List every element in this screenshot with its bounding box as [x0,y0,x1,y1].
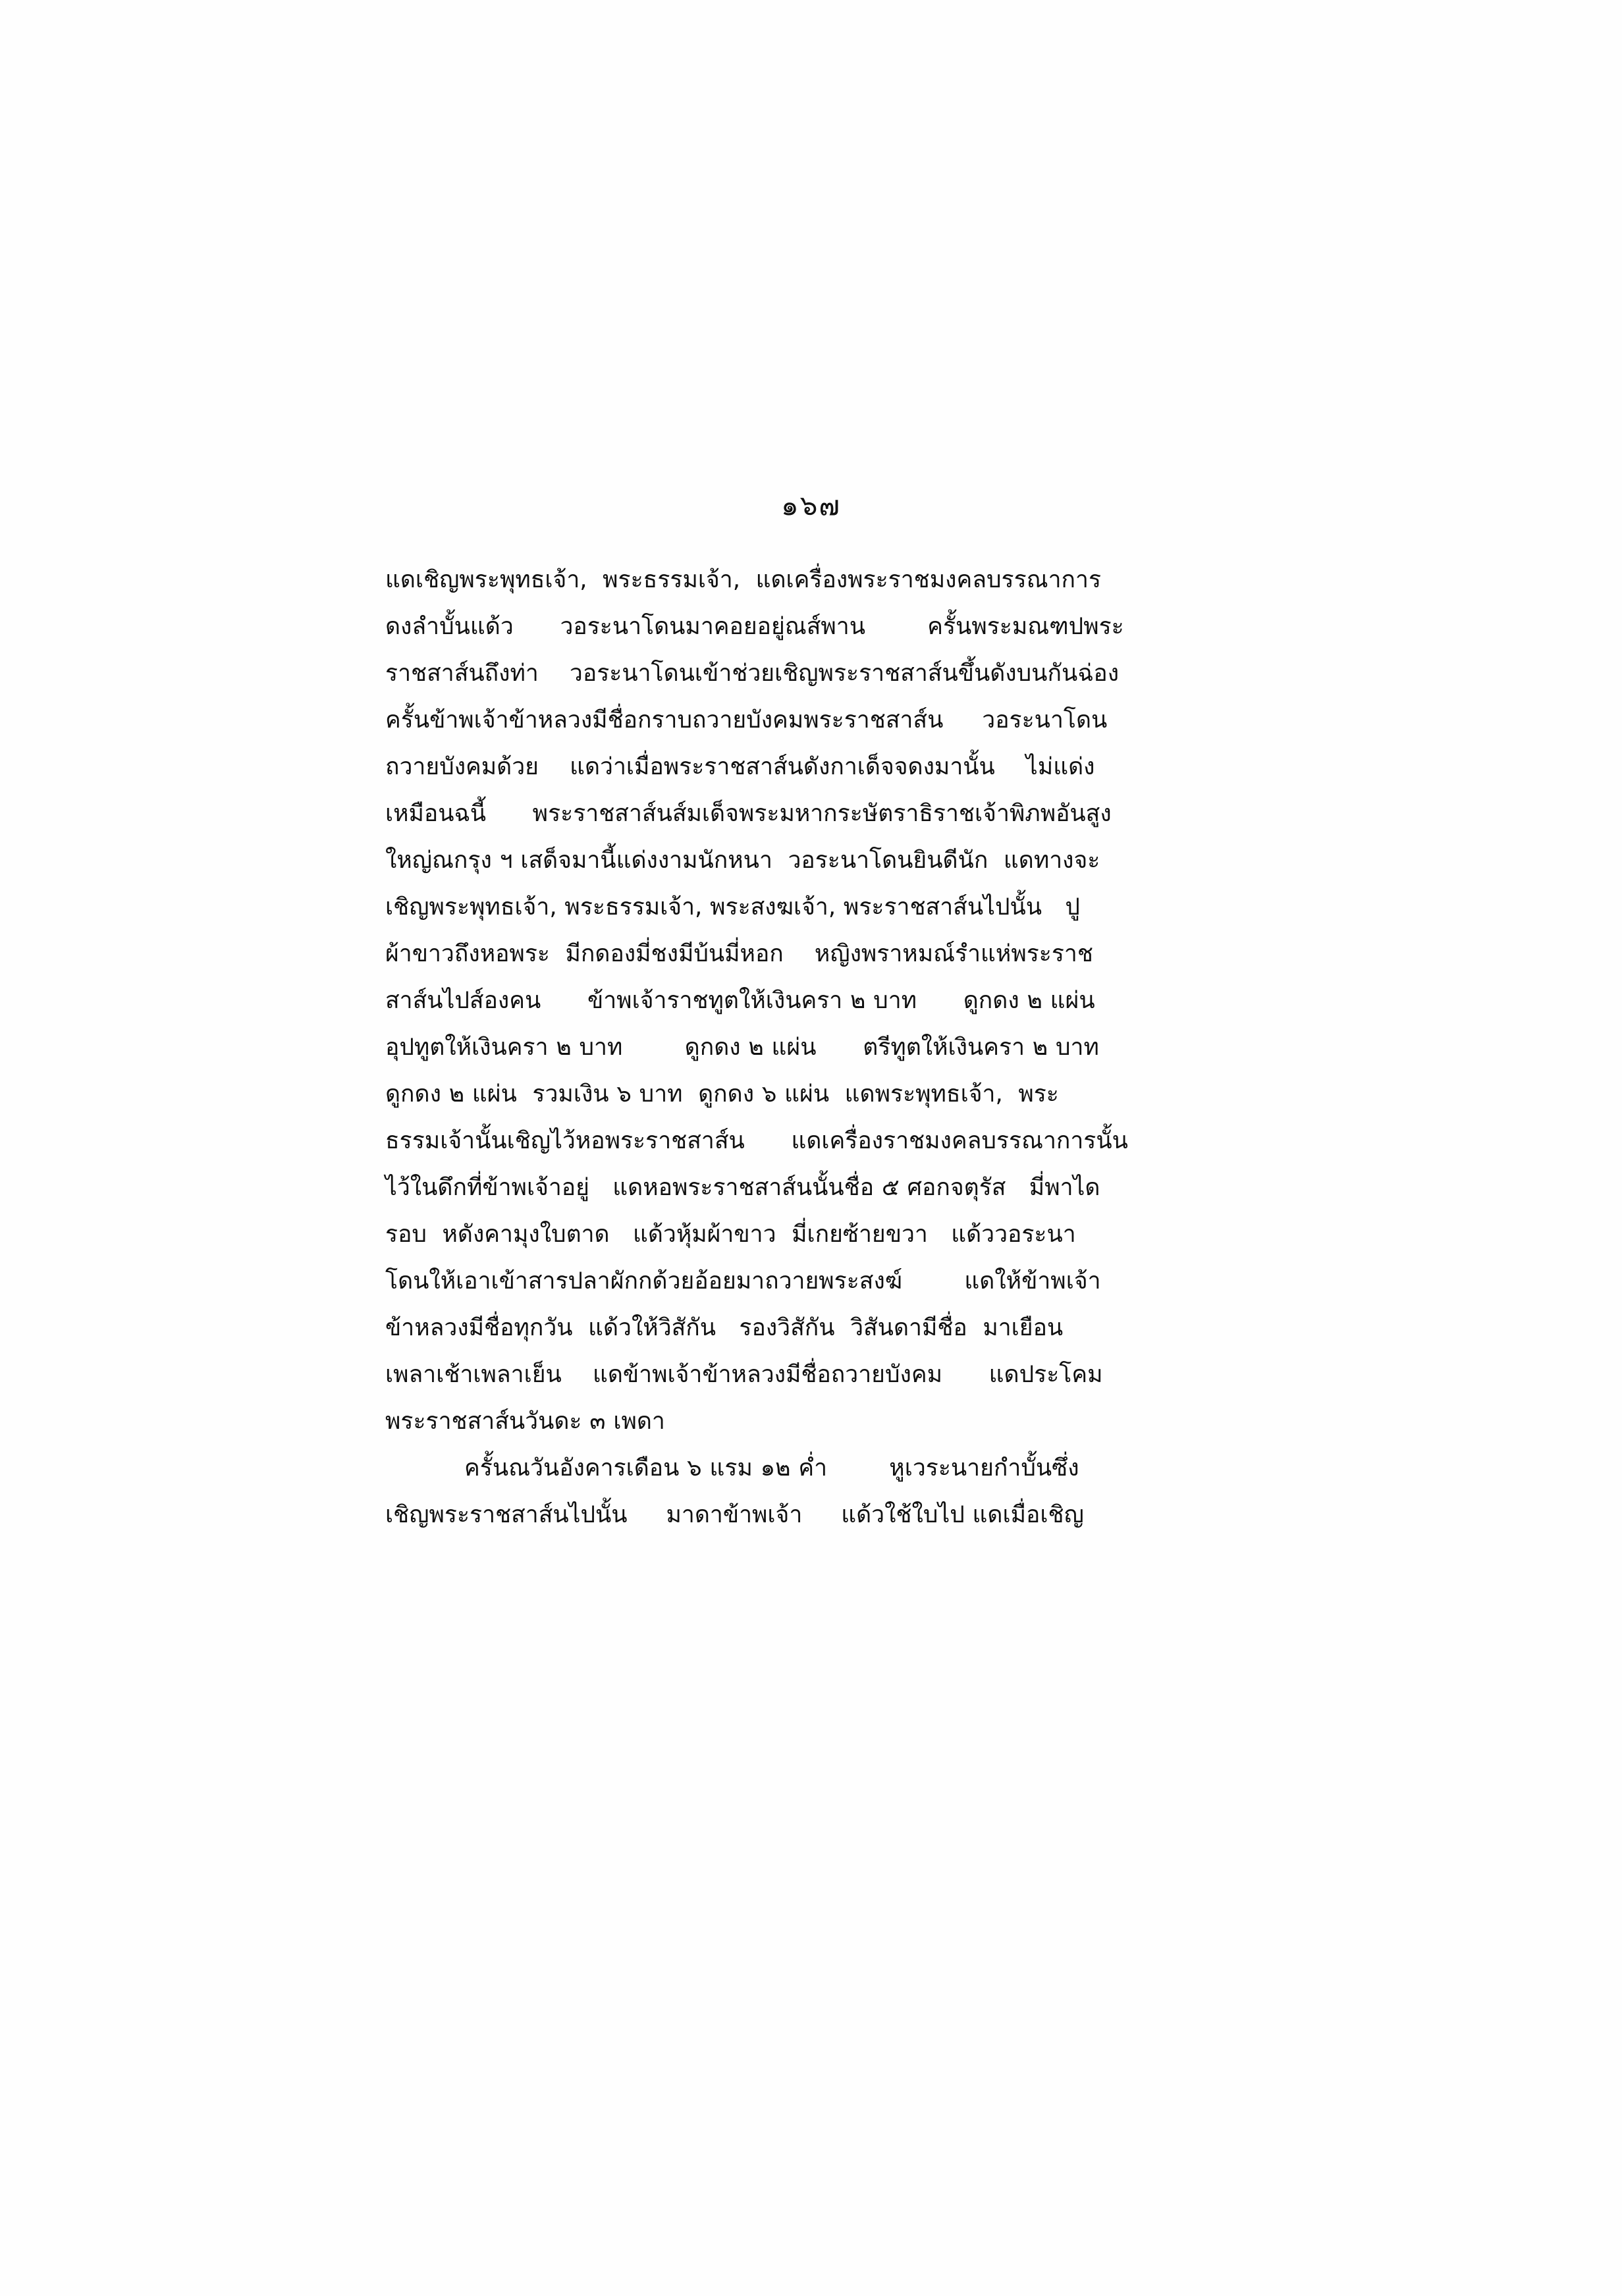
text-line: เหมือนฉนี้ พระราชสาส์นส์มเด็จพระมหากระษัตราธิราชเจ้าพิภพอันสูง [385,800,1112,827]
text-line: ใหญ่ณกรุง ฯ เสด็จมานี้แด่งงามนักหนา วอระนาโดนยินดีนัก แดทางจะ [385,847,1100,874]
paragraph-2 [385,1445,1268,1538]
text-line: ถวายบังคมด้วย แดว่าเมื่อพระราชสาส์นดังกาเด็จจดงมานั้น ไม่แด่ง [385,753,1095,780]
text-line: ดูกดง ๒ แผ่น รวมเงิน ๖ บาท ดูกดง ๖ แผ่น แดพระพุทธเจ้า, พระ [385,1081,1059,1108]
text-line: เพลาเช้าเพลาเย็น แดข้าพเจ้าข้าหลวงมีชื่อถวายบังคม แดประโคม [385,1361,1103,1388]
text-line: แดเชิญพระพุทธเจ้า, พระธรรมเจ้า, แดเครื่องพระราชมงคลบรรณาการ [385,566,1102,593]
page-body-text [385,556,1268,1538]
text-line: โดนให้เอาเข้าสารปลาผักกด้วยอ้อยมาถวายพระสงฆ์ แดให้ข้าพเจ้า [385,1268,1101,1295]
paragraph-1 [385,556,1268,1445]
text-line: ดงลำบั้นแด้ว วอระนาโดนมาคอยอยู่ณส์พาน ครั้นพระมณฑปพระ [385,613,1124,640]
text-line: ไว้ในดึกที่ข้าพเจ้าอยู่ แดหอพระราชสาส์นนั้นชื่อ ๕ ศอกจตุรัส มี่พาได [385,1174,1100,1201]
text-line: ข้าหลวงมีชื่อทุกวัน แด้วให้วิสักัน รองวิสักัน วิสันดามีชื่อ มาเยือน [385,1314,1064,1341]
page-number: ๑๖๗ [781,489,841,521]
text-line: พระราชสาส์นวันดะ ๓ เพดา [385,1408,665,1435]
text-line: ธรรมเจ้านั้นเชิญไว้หอพระราชสาส์น แดเครื่องราชมงคลบรรณาการนั้น [385,1127,1128,1154]
text-line: สาส์นไปส์องคน ข้าพเจ้าราชทูตให้เงินครา ๒ บาท ดูกดง ๒ แผ่น [385,987,1095,1014]
text-line: ราชสาส์นถึงท่า วอระนาโดนเข้าช่วยเชิญพระราชสาส์นขึ้นดังบนกันฉ่อง [385,660,1120,687]
text-line: ครั้นข้าพเจ้าข้าหลวงมีชื่อกราบถวายบังคมพระราชสาส์น วอระนาโดน [385,707,1108,734]
text-line: ครั้นณวันอังคารเดือน ๖ แรม ๑๒ ค่ำ หูเวระนายกำบั้นซึ่ง [464,1455,1079,1482]
text-line: อุปทูตให้เงินครา ๒ บาท ดูกดง ๒ แผ่น ตรีทูตให้เงินครา ๒ บาท [385,1034,1099,1061]
text-line: รอบ หดังคามุงใบตาด แด้วหุ้มผ้าขาว มี่เกยซ้ายขวา แด้ววอระนา [385,1221,1076,1248]
text-line: เชิญพระพุทธเจ้า, พระธรรมเจ้า, พระสงฆเจ้า, พระราชสาส์นไปนั้น ปู [385,894,1080,921]
text-line: เชิญพระราชสาส์นไปนั้น มาดาข้าพเจ้า แด้วใช้ใบไป แดเมื่อเชิญ [385,1501,1084,1528]
text-line: ผ้าขาวถึงหอพระ มีกดองมี่ชงมีบ้นมี่หอก หญิงพราหมณ์รำแห่พระราช [385,940,1093,967]
